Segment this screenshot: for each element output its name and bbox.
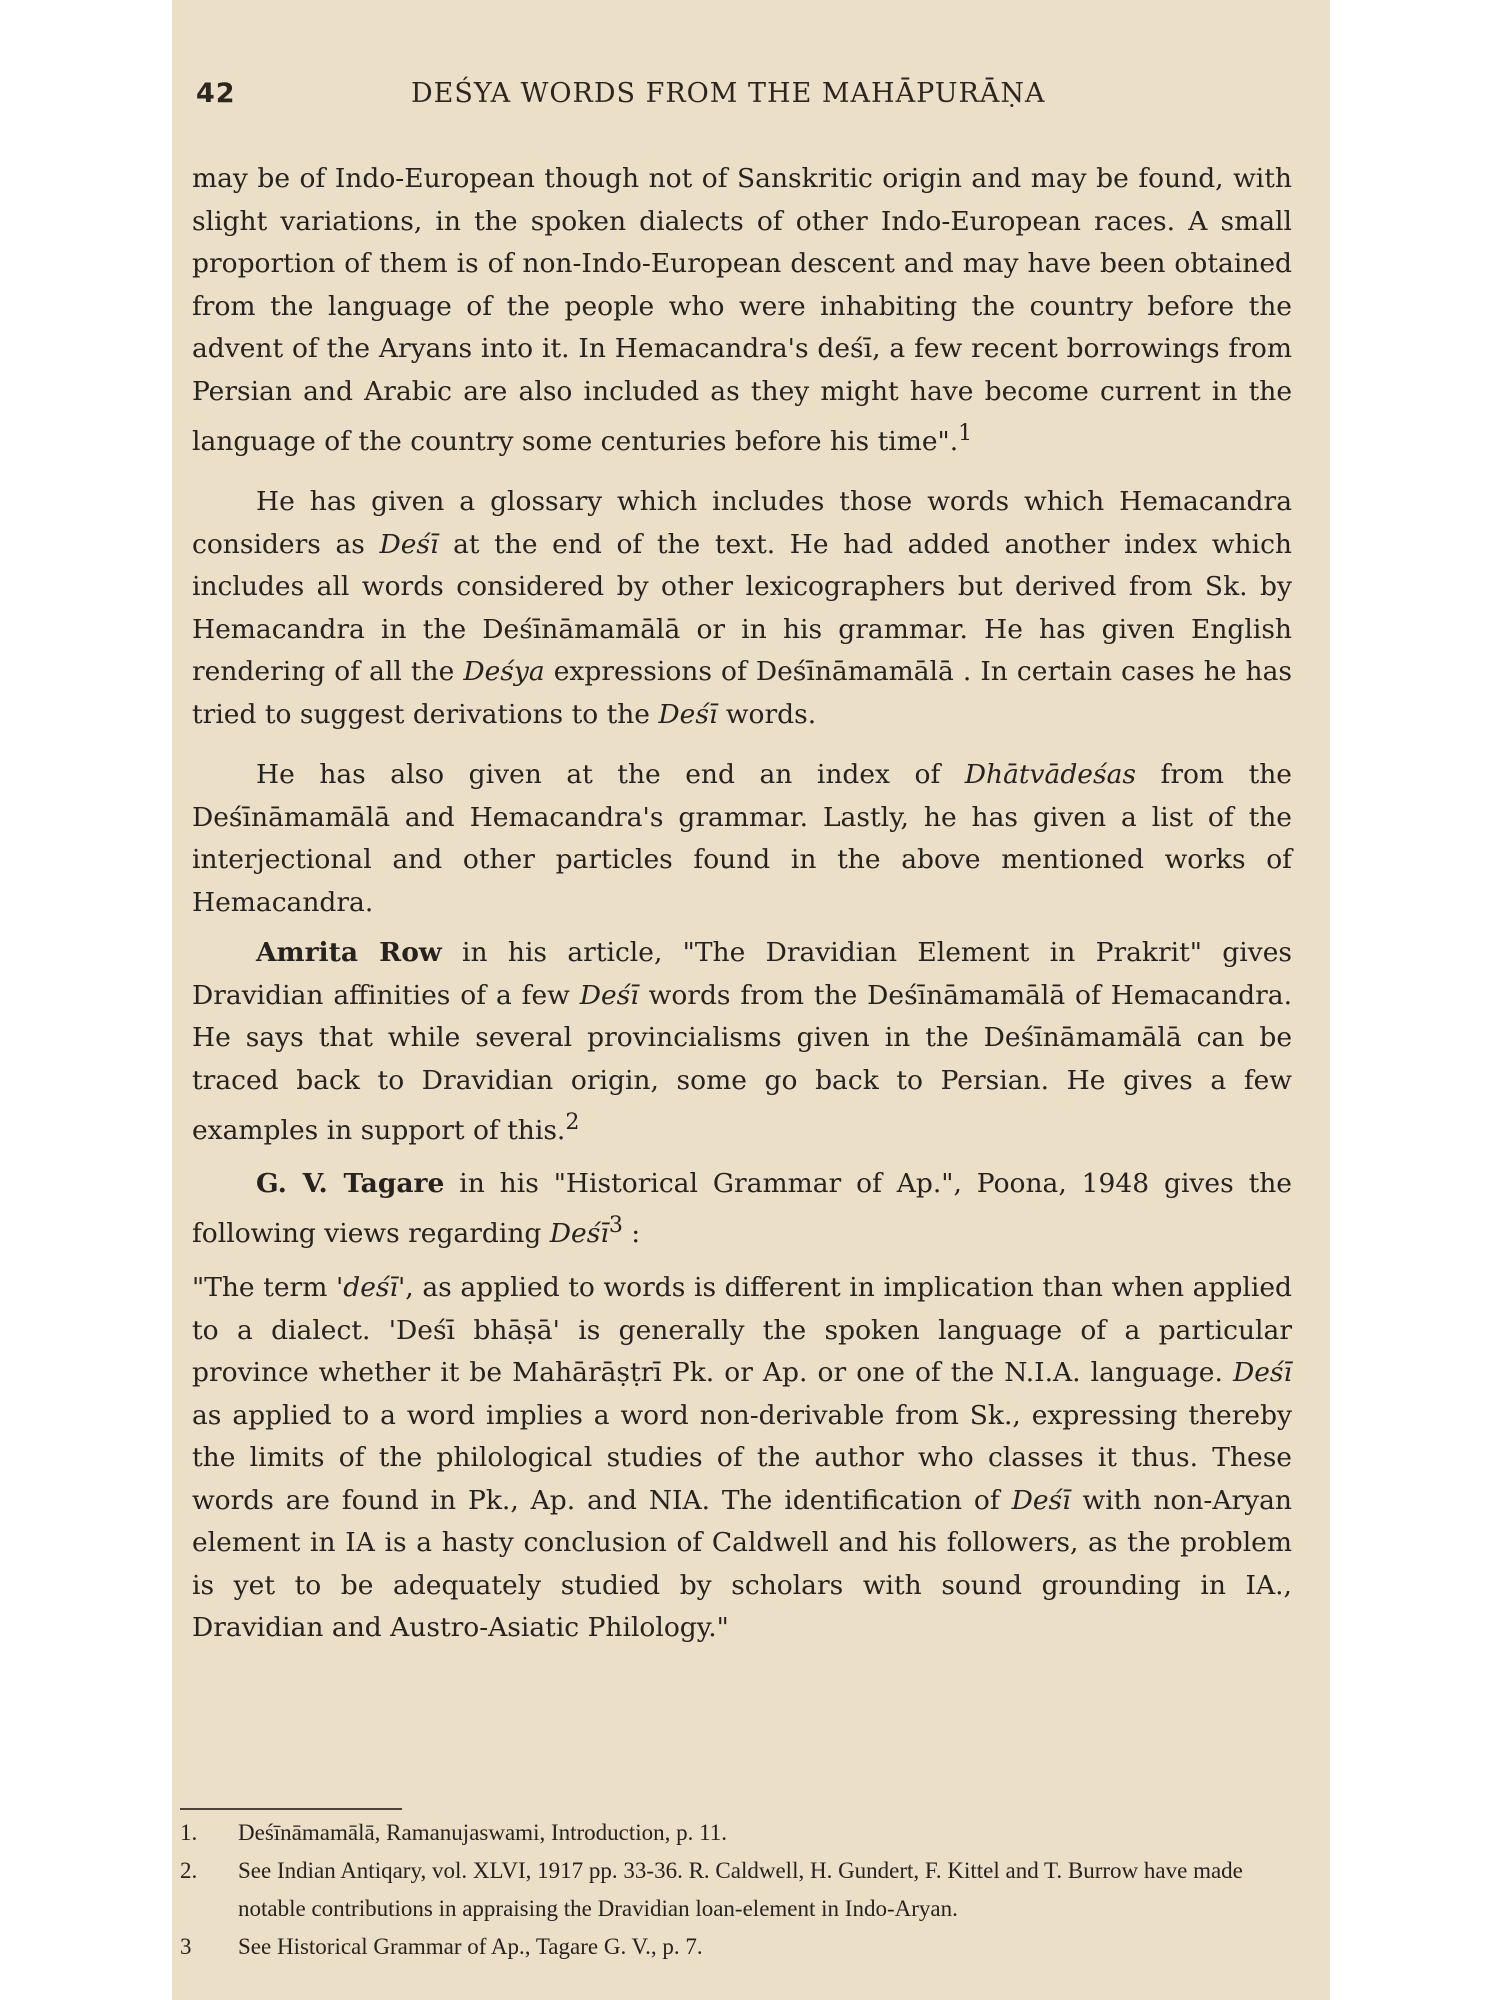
- footnote-divider: [180, 1808, 402, 1810]
- footnote-text: See Historical Grammar of Ap., Tagare G. V., p. 7.: [238, 1934, 703, 1959]
- page-header: [196, 78, 1290, 114]
- footnote: [180, 1814, 1295, 1852]
- body-text: [192, 158, 1292, 1650]
- footnote-text: See Indian Antiqary, vol. XLVI, 1917 pp. 33-36. R. Caldwell, H. Gundert, F. Kittel and T. Burrow have made notable contributions in appraising the Dravidian loan-element in Indo-Aryan.: [238, 1858, 1243, 1921]
- footnote-number: 1.: [180, 1820, 198, 1845]
- paragraph-4: Amrita Row in his article, "The Dravidian Element in Prakrit" gives Dravidian affinities of a few Deśī words from the Deśīnāmamālā of Hemacandra. He says that while several provincialisms given in the Deśīnāmamālā can be traced back to Dravidian origin, some go back to Persian. He gives a few examples in support of this.$^2$: [192, 937, 1292, 1147]
- footnote-ref-3: 3: [608, 1213, 623, 1239]
- author-name-tagare: G. V. Tagare: [256, 1167, 445, 1199]
- paragraph-3: He has also given at the end an index of Dhātvādeśas from the Deśīnāmamālā and Hemacandra's grammar. Lastly, he has given a list of the interjectional and other particles found in the above mentioned works of Hemacandra.: [192, 759, 1292, 918]
- footnote: [180, 1928, 1295, 1966]
- footnote-text: Deśīnāmamālā, Ramanujaswami, Introduction, p. 11.: [238, 1820, 728, 1845]
- footnotes: [180, 1814, 1295, 1966]
- paragraph-2: He has given a glossary which includes those words which Hemacandra considers as Deśī at the end of the text. He had added another index which includes all words considered by other lexicographers but derived from Sk. by Hemacandra in the Deśīnāmamālā or in his grammar. He has given English rendering of all the Deśya expressions of Deśīnāmamālā . In certain cases he has tried to suggest derivations to the Deśī words.: [192, 486, 1292, 730]
- quotation-paragraph: "The term 'deśī', as applied to words is different in implication than when applied to a dialect. 'Deśī bhāṣā' is generally the spoken language of a particular province whether it be Mahārāṣṭrī Pk. or Ap. or one of the N.I.A. language. Deśī as applied to a word implies a word non-derivable from Sk., expressing thereby the limits of the philological studies of the author who classes it thus. These words are found in Pk., Ap. and NIA. The identification of Deśī with non-Aryan element in IA is a hasty conclusion of Caldwell and his followers, as the problem is yet to be adequately studied by scholars with sound grounding in IA., Dravidian and Austro-Asiatic Philology.": [192, 1272, 1293, 1644]
- book-page: [172, 0, 1330, 2000]
- footnote-number: 3: [180, 1934, 192, 1959]
- author-name-amrita-row: Amrita Row: [256, 937, 442, 969]
- paragraph-1: may be of Indo-European though not of Sanskritic origin and may be found, with slight variations, in the spoken dialects of other Indo-European races. A small proportion of them is of non-Indo-European descent and may have been obtained from the language of the people who were inhabiting the country before the advent of the Aryans into it. In Hemacandra's deśī, a few recent borrowings from Persian and Arabic are also included as they might have become current in the language of the country some centuries before his time".$^1$: [192, 163, 1292, 457]
- footnote-ref-1: 1: [958, 421, 973, 446]
- running-title: DEŚYA WORDS FROM THE MAHĀPURĀṆA: [411, 78, 1046, 109]
- footnote-ref-2: 2: [565, 1110, 580, 1136]
- footnote-number: 2.: [180, 1858, 198, 1883]
- paragraph-5: G. V. Tagare in his "Historical Grammar of Ap.", Poona, 1948 gives the following views regarding Deśī$^3$ :: [192, 1167, 1292, 1249]
- footnote: [180, 1852, 1295, 1928]
- page-number: 42: [196, 78, 236, 109]
